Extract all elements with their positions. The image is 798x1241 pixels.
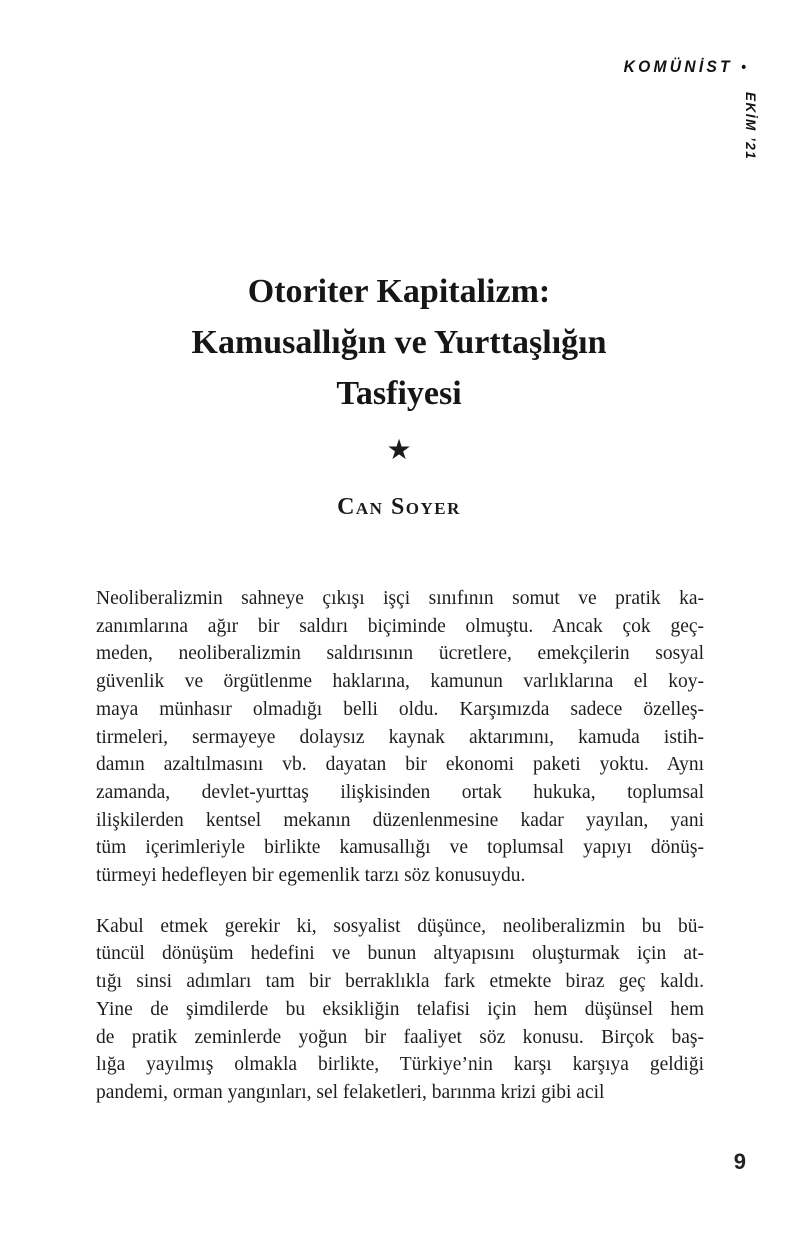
text-line: tüncül dönüşüm hedefini ve bunun altyapısını oluşturmak için at- — [96, 943, 704, 965]
text-line: tirmeleri, sermayeye dolaysız kaynak aktarımını, kamuda istih- — [96, 726, 704, 748]
issue-date-vertical: EKİM ’21 — [743, 92, 758, 161]
text-line: türmeyi hedefleyen bir egemenlik tarzı söz konusuydu. — [96, 865, 526, 887]
text-line: pandemi, orman yangınları, sel felaketleri, barınma krizi gibi acil — [96, 1081, 605, 1103]
text-line: ilişkilerden kentsel mekanın düzenlenmesine kadar yayılan, yani — [96, 809, 704, 831]
text-line: tüm içerimleriyle birlikte kamusallığı ve toplumsal yapıyı dönüş- — [96, 837, 704, 859]
star-divider-icon: ★ — [386, 435, 412, 466]
text-line: meden, neoliberalizmin saldırısının ücretlere, emekçilerin sosyal — [96, 643, 704, 665]
text-line: maya münhasır olmadığı belli oldu. Karşımızda sadece özelleş- — [96, 698, 704, 720]
text-line: Neoliberalizmin sahneye çıkışı işçi sınıfının somut ve pratik ka- — [96, 588, 704, 609]
running-header — [624, 57, 746, 77]
bullet-separator-icon: • — [741, 58, 746, 76]
article-title-line-1: Otoriter Kapitalizm: — [247, 273, 551, 310]
journal-name: KOMÜNİST — [623, 57, 733, 76]
text-line: tığı sinsi adımları tam bir berraklıkla fark etmekte biraz geç kaldı. — [96, 971, 704, 993]
text-line: Yine de şimdilerde bu eksikliğin telafisi için hem düşünsel hem — [96, 998, 704, 1020]
article-title — [49, 266, 749, 419]
article-title-line-2: Kamusallığın ve Yurttaşlığın — [191, 324, 607, 361]
text-line: damın azaltılmasını vb. dayatan bir ekonomi paketi yoktu. Aynı — [96, 754, 704, 776]
text-line: lığa yayılmış olmakla birlikte, Türkiye’nin karşı karşıya geldiği — [96, 1054, 704, 1076]
article-body — [96, 585, 704, 1107]
page-number: 9 — [733, 1149, 746, 1174]
paragraph-2 — [96, 913, 704, 1107]
paragraph-1 — [96, 585, 704, 890]
text-line: zanımlarına ağır bir saldırı biçiminde olmuştu. Ancak çok geç- — [96, 615, 704, 637]
author-name: Can Soyer — [337, 494, 461, 520]
text-line: zamanda, devlet-yurttaş ilişkisinden ortak hukuka, toplumsal — [96, 781, 704, 803]
article-title-line-3: Tasfiyesi — [336, 375, 462, 412]
text-line: Kabul etmek gerekir ki, sosyalist düşünce, neoliberalizmin bu bü- — [96, 915, 704, 937]
text-line: de pratik zeminlerde yoğun bir faaliyet söz konusu. Birçok baş- — [96, 1026, 704, 1048]
text-line: güvenlik ve örgütlenme haklarına, kamunun varlıklarına el koy- — [96, 671, 704, 693]
